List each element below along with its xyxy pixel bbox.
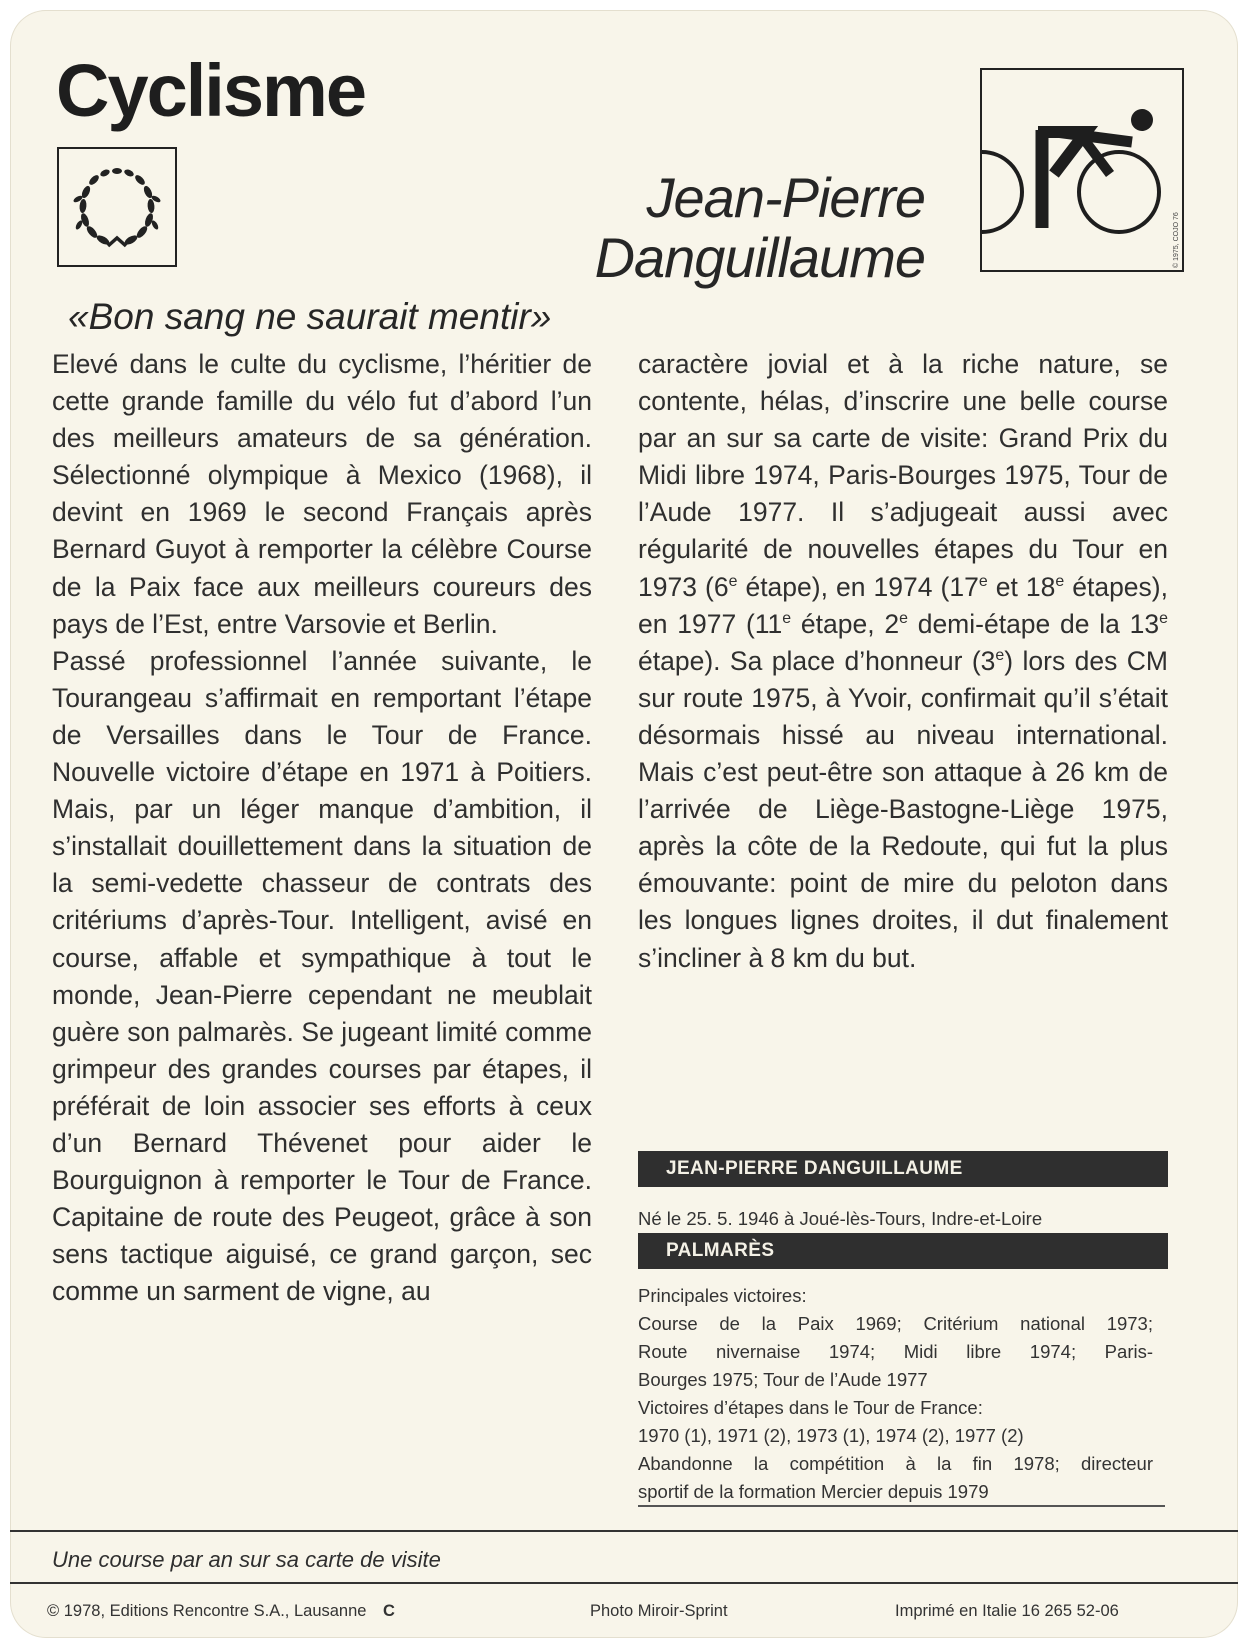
- laurel-wreath-icon: [64, 154, 170, 260]
- palmares-header-bar: PALMARÈS: [638, 1233, 1168, 1269]
- footer-top-rule: [10, 1530, 1238, 1532]
- name-header-bar: JEAN-PIERRE DANGUILLAUME: [638, 1151, 1168, 1187]
- body-column-right: [638, 346, 1168, 977]
- body-paragraph: Passé professionnel l’année suivante, le Tourangeau s’affirmait en remportant l’étape de Versailles dans le Tour de France. Nouvelle victoire d’étape en 1971 à Poitiers. Mais, par un léger manque d’ambition, il s’installait douillettement dans la situation de la semi-vedette chasseur de contrats des critériums d’après-Tour. Intelligent, avisé en course, affable et sympathique à tout le monde, Jean-Pierre cependant ne meublait guère son palmarès. Se jugeant limité comme grimpeur des grandes courses par étapes, il préférait de loin associer ses efforts à ceux d’un Bernard Thévenet pour aider le Bourguignon à remporter le Tour de France. Capitaine de route des Peugeot, grâce à son sens tactique aiguisé, ce grand garçon, sec comme un sarment de vigne, au: [52, 645, 592, 1307]
- cyclist-pictogram-icon: [982, 70, 1182, 270]
- palmares-end-rule: [638, 1505, 1165, 1507]
- palmares-line: Abandonne la compétition à la fin 1978; directeur: [638, 1453, 1153, 1474]
- palmares-line: Principales victoires:: [638, 1285, 807, 1306]
- print-info: Imprimé en Italie 16 265 52-06: [895, 1602, 1119, 1620]
- birth-info: Né le 25. 5. 1946 à Joué-lès-Tours, Indre-et-Loire: [638, 1208, 1043, 1229]
- palmares-line: 1970 (1), 1971 (2), 1973 (1), 1974 (2), 1977 (2): [638, 1425, 1024, 1446]
- palmares-line: Route nivernaise 1974; Midi libre 1974; Paris-: [638, 1341, 1153, 1362]
- pictogram-copyright: © 1975, COJO 76: [1173, 212, 1180, 268]
- body-paragraph: caractère jovial et à la riche nature, se contente, hélas, d’inscrire une belle course par an sur sa carte de visite: Grand Prix du Midi libre 1974, Paris-Bourges 1975, Tour de l’Aude 1977. Il s’adjugeait aussi avec régularité de nouvelles étapes du Tour en 1973 (6e étape), en 1974 (17e et 18e étapes), en 1977 (11e étape, 2e demi-étape de la 13e étape). Sa place d’honneur (3e) lors des CM sur route 1975, à Yvoir, confirmait qu’il s’était désormais hissé au niveau international. Mais c’est peut-être son attaque à 26 km de l’arrivée de Liège-Bastogne-Liège 1975, après la côte de la Redoute, qui fut la plus émouvante: point de mire du peloton dans les longues lignes droites, il dut finalement s’incliner à 8 km du but.: [638, 349, 1168, 973]
- photo-caption: Une course par an sur sa carte de visite: [52, 1547, 441, 1572]
- body-column-left: [52, 346, 592, 1310]
- palmares-line: Course de la Paix 1969; Critérium national 1973;: [638, 1313, 1153, 1334]
- footer-publisher: [47, 1602, 395, 1621]
- athlete-first-name: Jean-Pierre: [646, 166, 925, 229]
- photo-credit: Photo Miroir-Sprint: [590, 1602, 728, 1620]
- body-paragraph: Elevé dans le culte du cyclisme, l’héritier de cette grande famille du vélo fut d’abord l’un des meilleurs amateurs de sa génération. Sélectionné olympique à Mexico (1968), il devint en 1969 le second Français après Bernard Guyot à remporter la célèbre Course de la Paix face aux meilleurs coureurs des pays de l’Est, entre Varsovie et Berlin.: [52, 349, 592, 639]
- palmares-line: Victoires d’étapes dans le Tour de France:: [638, 1397, 983, 1418]
- palmares-line: sportif de la formation Mercier depuis 1979: [638, 1481, 989, 1502]
- athlete-last-name: Danguillaume: [594, 226, 925, 289]
- cycling-pictogram: [980, 68, 1184, 272]
- palmares-line: Bourges 1975; Tour de l’Aude 1977: [638, 1369, 928, 1390]
- laurel-emblem: [57, 147, 177, 267]
- footer-bottom-rule: [10, 1582, 1238, 1584]
- sport-card: [10, 10, 1238, 1638]
- publisher-copyright: © 1978, Editions Rencontre S.A., Lausanne: [47, 1602, 367, 1620]
- series-letter: C: [383, 1602, 395, 1620]
- subtitle-quote: «Bon sang ne saurait mentir»: [68, 296, 552, 337]
- palmares-list: [638, 1282, 1153, 1506]
- sport-title: Cyclisme: [56, 49, 365, 132]
- athlete-name: [450, 168, 925, 288]
